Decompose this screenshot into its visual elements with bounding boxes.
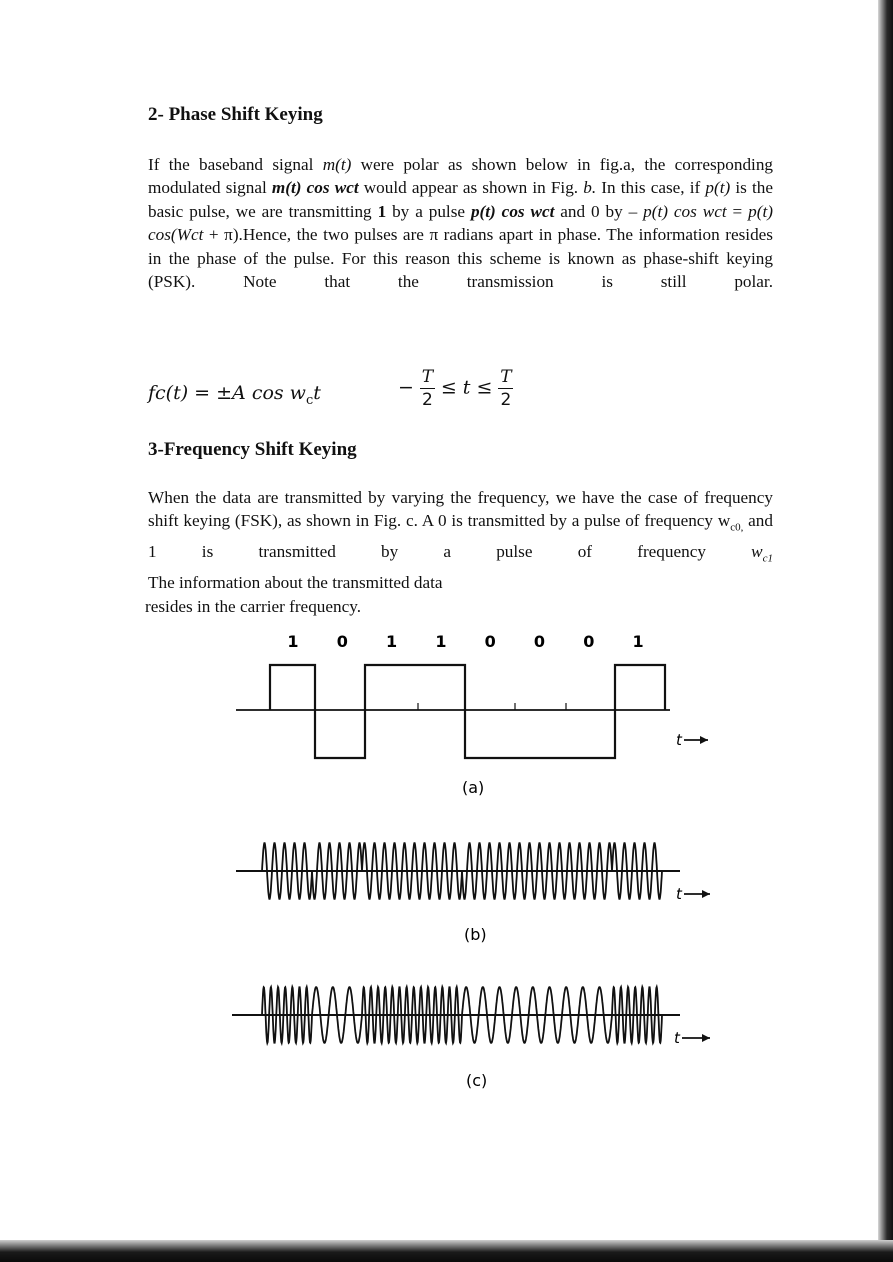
section-heading-fsk: 3-Frequency Shift Keying (148, 439, 357, 460)
bit-label: 0 (583, 632, 595, 651)
time-label-a: t (676, 731, 682, 749)
bit-label: 0 (336, 632, 348, 651)
bit-label: 1 (435, 632, 447, 651)
time-label-b: t (676, 885, 682, 903)
caption-a: (a) (462, 778, 485, 797)
caption-c: (c) (466, 1071, 488, 1090)
bit-labels (287, 632, 643, 651)
bit-label: 1 (386, 632, 398, 651)
time-arrowhead-a (700, 736, 708, 744)
time-arrowhead-b (702, 890, 710, 898)
section-heading-psk: 2- Phase Shift Keying (148, 104, 323, 125)
psk-equation-lhs: fc(t) = ±A $\cos w_ct$ (148, 382, 321, 408)
time-label-c: t (674, 1029, 680, 1047)
bit-label: 0 (533, 632, 546, 651)
psk-waveform-b (262, 843, 662, 899)
caption-b: (b) (464, 925, 487, 944)
time-arrowhead-c (702, 1034, 710, 1042)
bit-label: 0 (484, 632, 496, 651)
psk-equation-range: − $\frac{T}{2}$ ≤ t ≤ $\frac{T}{2}$ (398, 367, 512, 410)
psk-paragraph: If the baseband signal m(t) were polar as shown below in fig.a, the corresponding modulated signal m(t) cos wct would appear as shown in Fig. b. In this case, if p(t) is the basic pulse, we are transmitting 1 by a pulse p(t) cos wct and 0 by – p(t) cos wct = p(t) cos(Wct + π).Hence, the two pulses are π radians apart in phase. The information resides in the phase of the pulse. For this reason this scheme is known as phase-shift keying (PSK). Note that the transmission is still polar. (148, 155, 774, 292)
bit-label: 1 (287, 632, 299, 651)
bit-label: 1 (632, 632, 644, 651)
polar-waveform-a (270, 665, 665, 758)
fsk-paragraph: When the data are transmitted by varying the frequency, we have the case of frequency shift keying (FSK), as shown in Fig. c. A 0 is transmitted by a pulse of frequency $w_{c0,}$ and 1 is transmitted by a pulse of frequency $w_{c1}$ The information about the transmitted data resides in the carrier frequency. (145, 488, 773, 616)
